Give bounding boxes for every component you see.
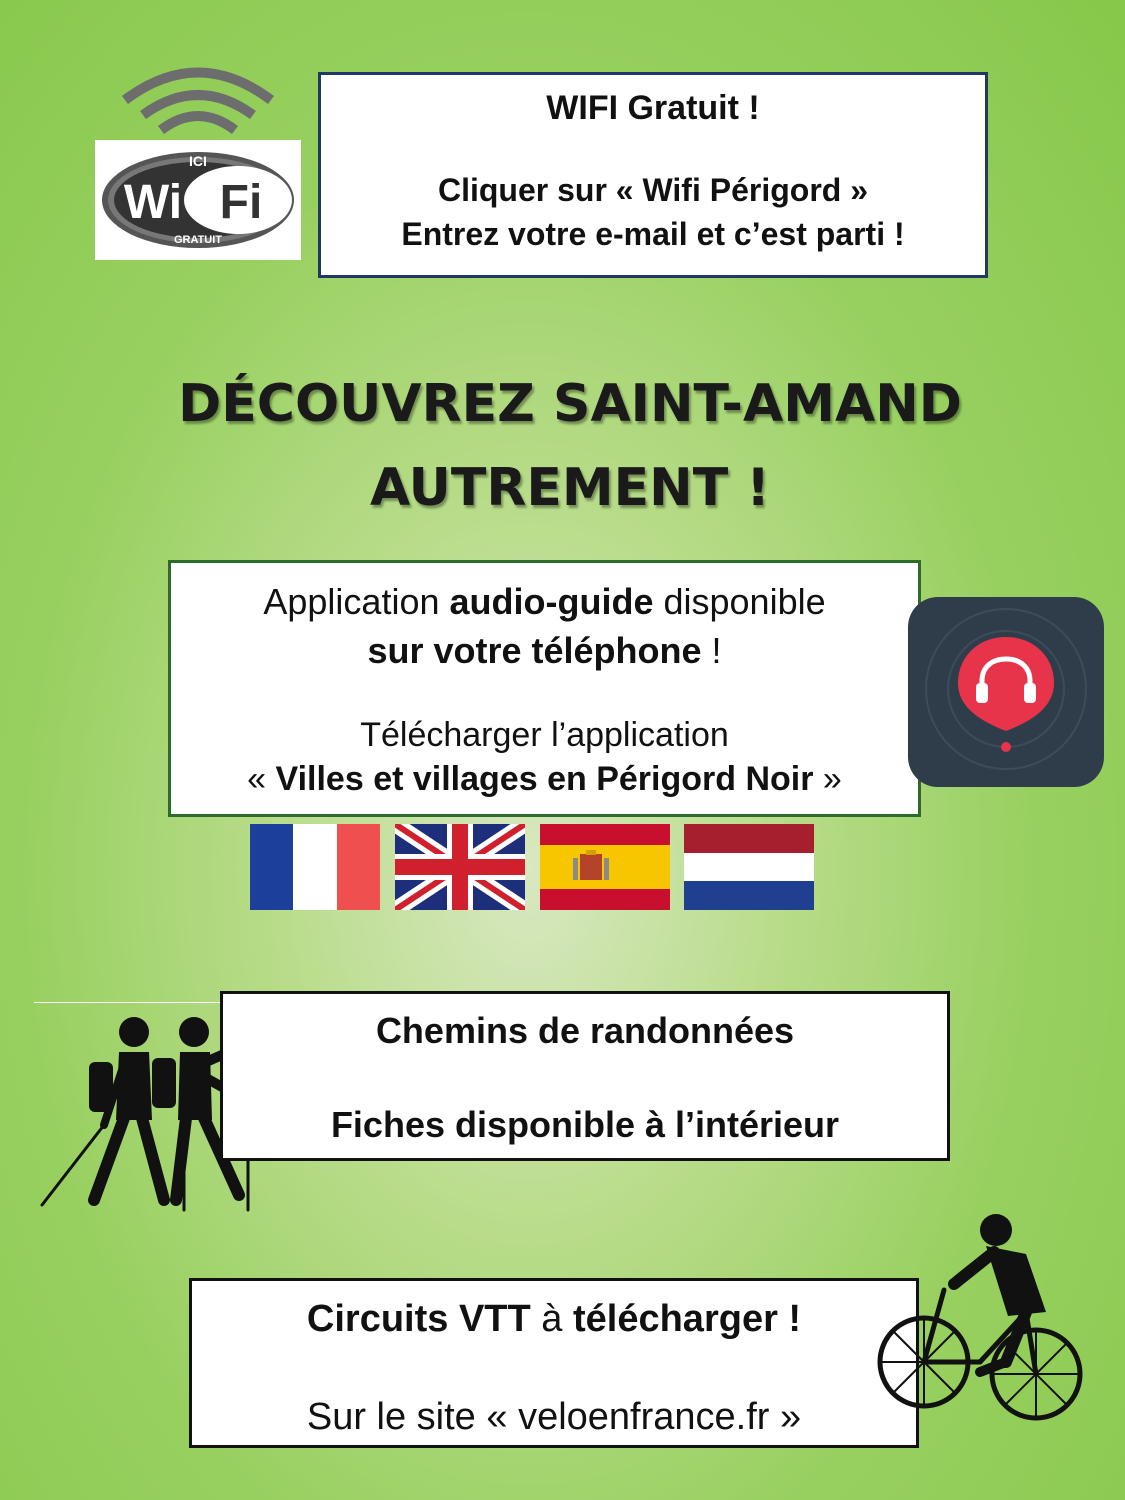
netherlands-flag-icon[interactable]: [684, 824, 814, 910]
france-flag-icon[interactable]: [250, 824, 380, 910]
headline-line-1: DÉCOUVREZ SAINT-AMAND: [178, 374, 962, 434]
wifi-logo-icon: [95, 60, 301, 260]
app-line-1: Application audio-guide disponible: [263, 581, 826, 622]
headphones-pin-icon[interactable]: [908, 597, 1104, 787]
uk-flag-icon[interactable]: [395, 824, 525, 910]
headline-line-2: AUTREMENT !: [370, 458, 770, 518]
audio-guide-box: [168, 560, 921, 817]
cyclist-icon: [876, 1212, 1086, 1430]
wifi-logo-right: Fi: [219, 176, 263, 229]
page-title: [100, 362, 1040, 530]
wifi-info-box: [318, 72, 988, 278]
hiking-title: Chemins de randonnées: [375, 1010, 795, 1051]
wifi-logo-top: ICI: [189, 153, 207, 169]
hiking-box: [220, 991, 950, 1161]
spain-flag-icon[interactable]: [540, 824, 670, 910]
vtt-box: [189, 1278, 919, 1448]
wifi-logo-bottom: GRATUIT: [173, 234, 223, 246]
wifi-title: WIFI Gratuit !: [546, 89, 760, 127]
app-name-line: « Villes et villages en Périgord Noir »: [247, 760, 842, 798]
wifi-instruction-2: Entrez votre e-mail et c’est parti !: [401, 216, 905, 252]
wifi-logo-left: Wi: [123, 176, 183, 229]
hiking-subtitle: Fiches disponible à l’intérieur: [330, 1104, 840, 1145]
wifi-instruction-1: Cliquer sur « Wifi Périgord »: [437, 172, 868, 208]
vtt-title: Circuits VTT à télécharger !: [306, 1298, 802, 1340]
app-line-2: sur votre téléphone !: [367, 630, 722, 671]
vtt-site-line: Sur le site « veloenfrance.fr »: [306, 1396, 802, 1438]
app-download-line: Télécharger l’application: [360, 716, 729, 754]
